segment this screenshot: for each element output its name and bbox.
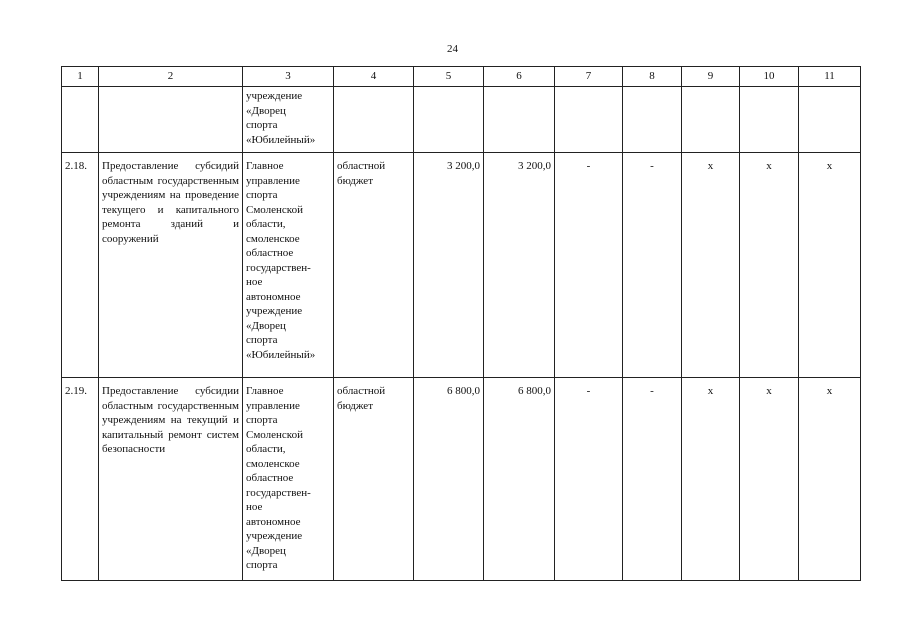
table-row (62, 153, 861, 378)
header-cell: 5 (414, 67, 484, 87)
item-description: Предоставление субсидии областным государственным учреждениям на текущий и капитальный ремонт систем безопасности (99, 378, 243, 581)
responsible-org-cell: учреждение «Дворец спорта «Юбилейный» (243, 87, 334, 153)
amount-col7: - (555, 378, 623, 581)
table-row (62, 378, 861, 581)
amount-year: 6 800,0 (484, 378, 555, 581)
amount-year: 3 200,0 (484, 153, 555, 378)
header-cell: 7 (555, 67, 623, 87)
responsible-org-cell: Главное управление спорта Смоленской области, смоленское областное государствен- ное автономное учреждение «Дворец спорта «Юбилейный» (243, 153, 334, 378)
header-cell: 1 (62, 67, 99, 87)
header-cell: 2 (99, 67, 243, 87)
indicator-col11: x (799, 153, 861, 378)
amount-col8: - (623, 378, 682, 581)
header-cell: 9 (682, 67, 740, 87)
program-table (61, 66, 861, 581)
header-cell: 3 (243, 67, 334, 87)
column-number-row (62, 67, 861, 87)
funding-source: областной бюджет (334, 153, 414, 378)
funding-source: областной бюджет (334, 378, 414, 581)
indicator-col9: x (682, 153, 740, 378)
amount-col8: - (623, 153, 682, 378)
header-cell: 6 (484, 67, 555, 87)
amount-col7: - (555, 153, 623, 378)
header-cell: 8 (623, 67, 682, 87)
header-cell: 10 (740, 67, 799, 87)
amount-total: 3 200,0 (414, 153, 484, 378)
page-number: 24 (447, 43, 458, 55)
indicator-col10: x (740, 153, 799, 378)
indicator-col10: x (740, 378, 799, 581)
header-cell: 4 (334, 67, 414, 87)
table-row-continuation (62, 87, 861, 153)
item-number: 2.19. (62, 378, 99, 581)
responsible-org-cell: Главное управление спорта Смоленской области, смоленское областное государствен- ное автономное учреждение «Дворец спорта (243, 378, 334, 581)
indicator-col9: x (682, 378, 740, 581)
header-cell: 11 (799, 67, 861, 87)
item-number: 2.18. (62, 153, 99, 378)
indicator-col11: x (799, 378, 861, 581)
item-description: Предоставление субсидий областным государственным учреждениям на проведение текущего и капитального ремонта зданий и сооружений (99, 153, 243, 378)
amount-total: 6 800,0 (414, 378, 484, 581)
